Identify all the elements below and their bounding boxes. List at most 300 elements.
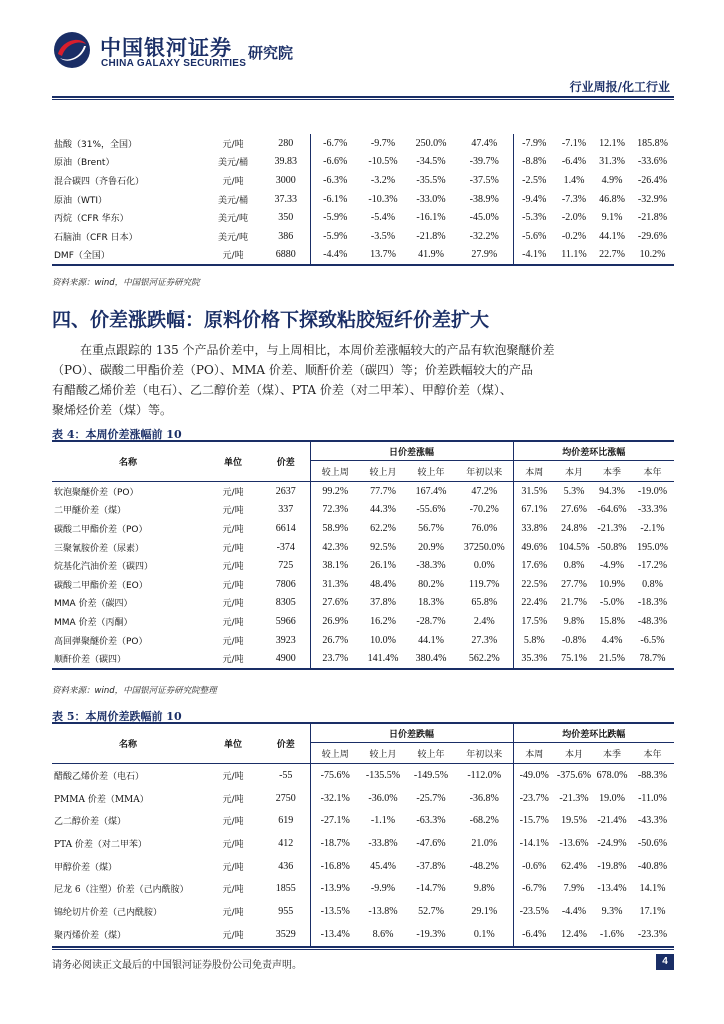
table-row	[52, 649, 674, 669]
subheader-avg: 本周	[513, 743, 555, 764]
subheader-daily: 较上月	[360, 743, 406, 764]
cell-name: 烷基化汽油价差（碳四）	[54, 562, 154, 573]
cell-a4: -29.6%	[637, 230, 668, 242]
cell-a3: 678.0%	[596, 769, 628, 781]
cell-price: 5966	[262, 612, 310, 631]
cell-a3: 9.3%	[601, 905, 623, 917]
cell-a3: 44.1%	[599, 230, 625, 242]
cell-price: 7806	[262, 575, 310, 594]
table-row	[52, 612, 674, 631]
cell-d4: -48.2%	[456, 855, 513, 878]
cell-d1: -18.7%	[320, 837, 350, 849]
table-row	[52, 246, 674, 266]
cell-a2: 12.4%	[561, 928, 587, 940]
cell-a4: -33.3%	[637, 504, 668, 516]
table5-title: 表 5：本周价差跌幅前 10	[52, 710, 182, 723]
cell-a1: -9.4%	[522, 193, 547, 205]
cell-d1: 23.7%	[322, 653, 349, 665]
cell-name: 甲醇价差（煤）	[54, 862, 118, 873]
cell-d2: -135.5%	[365, 769, 401, 781]
cell-unit: 元/吨	[222, 930, 244, 941]
cell-unit: 元/吨	[222, 617, 244, 628]
cell-d4: -37.5%	[456, 171, 513, 190]
subheader-daily: 较上年	[406, 743, 456, 764]
cell-price: 955	[262, 900, 310, 923]
cell-price: 436	[262, 855, 310, 878]
cell-d2: 44.3%	[370, 504, 396, 516]
cell-a4: -48.3%	[637, 615, 668, 627]
cell-d4: -68.2%	[456, 809, 513, 832]
cell-a2: 1.4%	[563, 174, 585, 186]
subheader-avg: 本年	[631, 461, 674, 482]
cell-a3: 19.0%	[599, 792, 625, 804]
subheader-avg: 本月	[555, 461, 593, 482]
cell-d4: 21.0%	[456, 832, 513, 855]
header-divider	[52, 96, 674, 98]
cell-d2: 62.2%	[370, 522, 396, 534]
cell-d1: 99.2%	[322, 485, 349, 497]
cell-a2: 104.5%	[558, 541, 590, 553]
cell-d4: 47.2%	[456, 482, 513, 501]
cell-d4: 562.2%	[456, 649, 513, 669]
footer-divider	[52, 949, 674, 950]
cell-d2: -9.7%	[370, 137, 396, 149]
cell-d2: 10.0%	[370, 634, 396, 646]
price-change-table-continued	[52, 134, 674, 266]
cell-unit: 元/吨	[222, 580, 244, 591]
cell-a2: -7.1%	[561, 137, 587, 149]
cell-unit: 美元/吨	[217, 232, 249, 243]
cell-d1: -5.9%	[323, 212, 348, 224]
group-daily-header: 日价差涨幅	[310, 441, 513, 461]
cell-a1: 35.3%	[521, 653, 548, 665]
cell-name: 醋酸乙烯价差（电石）	[54, 771, 145, 782]
cell-d3: -34.5%	[416, 156, 446, 168]
cell-a1: 49.6%	[521, 541, 548, 553]
cell-a1: 5.8%	[523, 634, 545, 646]
cell-a1: -23.7%	[519, 792, 549, 804]
cell-d4: 27.3%	[456, 631, 513, 650]
cell-price: 39.83	[262, 153, 310, 172]
cell-unit: 元/吨	[222, 839, 244, 850]
cell-a3: 22.7%	[599, 249, 625, 261]
institute-label: 研究院	[248, 44, 294, 62]
cell-a3: -19.8%	[597, 860, 627, 872]
cell-d3: 44.1%	[418, 634, 444, 646]
table-row	[52, 227, 674, 246]
cell-d3: -14.7%	[416, 883, 446, 895]
cell-d2: -33.8%	[368, 837, 398, 849]
cell-name: 高回弹聚醚价差（PO）	[54, 636, 148, 647]
cell-d1: -16.8%	[320, 860, 350, 872]
cell-d2: 92.5%	[370, 541, 396, 553]
cell-d2: -1.1%	[370, 815, 396, 827]
cell-unit: 元/吨	[222, 487, 244, 498]
cell-price: -55	[262, 764, 310, 787]
cell-unit: 美元/吨	[217, 214, 249, 225]
subheader-avg: 本周	[513, 461, 555, 482]
subheader-daily: 较上月	[360, 461, 406, 482]
subheader-daily: 较上周	[310, 743, 360, 764]
cell-d3: 250.0%	[415, 137, 447, 149]
cell-a3: 94.3%	[599, 485, 625, 497]
cell-d1: -6.3%	[323, 174, 348, 186]
subheader-daily: 较上周	[310, 461, 360, 482]
cell-a1: -14.1%	[519, 837, 549, 849]
cell-d2: -10.3%	[368, 193, 398, 205]
cell-a3: -24.9%	[597, 837, 627, 849]
cell-a2: -4.4%	[561, 905, 587, 917]
cell-a4: -11.0%	[638, 792, 667, 804]
spread-gainers-table	[52, 440, 674, 670]
cell-d3: -35.5%	[416, 174, 446, 186]
cell-d3: -63.3%	[416, 815, 446, 827]
table-row	[52, 556, 674, 575]
cell-d3: 20.9%	[418, 541, 444, 553]
paragraph-line: 有醋酸乙烯价差（电石）、乙二醇价差（煤）、PTA 价差（对二甲苯）、甲醇价差（煤）、	[52, 383, 512, 397]
table-row	[52, 787, 674, 810]
cell-a1: 33.8%	[521, 522, 548, 534]
cell-d1: -6.7%	[323, 137, 348, 149]
cell-d4: -39.7%	[456, 153, 513, 172]
cell-d3: 18.3%	[418, 597, 444, 609]
table-row	[52, 594, 674, 613]
cell-d2: 45.4%	[370, 860, 396, 872]
table-row	[52, 519, 674, 538]
cell-a1: -4.1%	[522, 249, 547, 261]
cell-d3: 80.2%	[418, 578, 444, 590]
paragraph-line: 聚烯烃价差（煤）等。	[52, 403, 173, 417]
cell-unit: 元/吨	[222, 636, 244, 647]
subheader-daily: 较上年	[406, 461, 456, 482]
cell-a2: 27.6%	[561, 504, 587, 516]
cell-a1: -5.6%	[522, 230, 547, 242]
cell-price: 3000	[262, 171, 310, 190]
cell-a4: -21.8%	[637, 212, 668, 224]
subheader-avg: 本月	[555, 743, 593, 764]
table-row	[52, 575, 674, 594]
section-paragraph	[52, 340, 674, 420]
col-name-header: 名称	[52, 441, 204, 482]
col-price-header: 价差	[262, 441, 310, 482]
cell-price: -374	[262, 538, 310, 557]
col-unit-header: 单位	[204, 441, 262, 482]
cell-unit: 元/吨	[222, 251, 244, 262]
cell-unit: 元/吨	[222, 543, 244, 554]
cell-price: 412	[262, 832, 310, 855]
cell-a2: 21.7%	[561, 597, 587, 609]
group-avg-header: 均价差环比涨幅	[513, 441, 674, 461]
cell-d2: 13.7%	[370, 249, 396, 261]
cell-a3: 4.9%	[601, 174, 623, 186]
cell-d4: 37250.0%	[456, 538, 513, 557]
cell-d2: 26.1%	[370, 560, 396, 572]
cell-name: 三聚氰胺价差（尿素）	[54, 543, 145, 554]
cell-a4: -23.3%	[637, 928, 668, 940]
cell-a2: -13.6%	[559, 837, 589, 849]
cell-a4: -19.0%	[637, 485, 668, 497]
cell-d4: -38.9%	[456, 190, 513, 209]
table-row	[52, 877, 674, 900]
cell-price: 280	[262, 134, 310, 153]
table-row	[52, 153, 674, 172]
cell-d3: -25.7%	[416, 792, 446, 804]
cell-a1: 17.6%	[521, 560, 548, 572]
cell-unit: 元/吨	[222, 562, 244, 573]
cell-a4: 17.1%	[639, 905, 666, 917]
cell-d2: -3.5%	[370, 230, 396, 242]
cell-d4: 47.4%	[456, 134, 513, 153]
cell-a4: 10.2%	[639, 249, 666, 261]
cell-name: 混合碳四（齐鲁石化）	[54, 176, 145, 187]
table4-title: 表 4：本周价差涨幅前 10	[52, 428, 182, 441]
disclaimer-text: 请务必阅读正文最后的中国银河证券股份公司免责声明。	[52, 960, 302, 971]
cell-a1: 22.5%	[521, 578, 548, 590]
cell-a1: 67.1%	[521, 504, 548, 516]
cell-d3: -19.3%	[416, 928, 446, 940]
cell-a3: -4.9%	[599, 560, 625, 572]
section-heading: 四、价差涨跌幅：原料价格下探致粘胶短纤价差扩大	[52, 309, 490, 331]
cell-a1: 17.5%	[521, 615, 548, 627]
cell-unit: 元/吨	[222, 655, 244, 666]
cell-a4: 14.1%	[639, 883, 666, 895]
cell-a4: -18.3%	[637, 597, 668, 609]
cell-unit: 元/吨	[222, 907, 244, 918]
cell-price: 386	[262, 227, 310, 246]
cell-a4: -33.6%	[637, 156, 668, 168]
cell-d2: 48.4%	[370, 578, 396, 590]
cell-d1: -75.6%	[320, 769, 350, 781]
cell-name: 二甲醚价差（煤）	[54, 506, 127, 517]
cell-d2: -13.8%	[368, 905, 398, 917]
cell-d1: 38.1%	[322, 560, 349, 572]
cell-d2: 37.8%	[370, 597, 396, 609]
cell-a2: -0.2%	[561, 230, 587, 242]
cell-a2: -7.3%	[561, 193, 587, 205]
cell-d3: 41.9%	[418, 249, 444, 261]
cell-d4: 119.7%	[456, 575, 513, 594]
cell-a3: -1.6%	[599, 928, 625, 940]
cell-d1: -6.1%	[323, 193, 348, 205]
cell-d4: -45.0%	[456, 208, 513, 227]
cell-a3: -50.8%	[597, 541, 627, 553]
cell-d1: 42.3%	[322, 541, 349, 553]
cell-name: PTA 价差（对二甲苯）	[54, 839, 147, 850]
cell-a1: -7.9%	[522, 137, 547, 149]
subheader-daily: 年初以来	[456, 743, 513, 764]
source-note-1: 资料来源：wind，中国银河证券研究院	[52, 278, 200, 288]
cell-d2: -10.5%	[368, 156, 398, 168]
cell-a2: 62.4%	[561, 860, 587, 872]
cell-unit: 元/吨	[222, 506, 244, 517]
cell-a4: -26.4%	[637, 174, 668, 186]
cell-name: 聚丙烯价差（煤）	[54, 930, 127, 941]
cell-d1: -13.5%	[320, 905, 350, 917]
cell-d1: 26.9%	[322, 615, 349, 627]
table-row	[52, 190, 674, 209]
table-row	[52, 631, 674, 650]
cell-a1: -2.5%	[522, 174, 547, 186]
table-row	[52, 538, 674, 557]
cell-price: 8305	[262, 594, 310, 613]
cell-name: 丙烷（CFR 华东）	[54, 214, 129, 225]
cell-a4: 0.8%	[642, 578, 663, 590]
cell-d2: 141.4%	[367, 653, 399, 665]
report-type: 行业周报/化工行业	[569, 80, 670, 94]
cell-d3: -21.8%	[416, 230, 446, 242]
cell-name: 乙二醇价差（煤）	[54, 817, 127, 828]
cell-d3: 380.4%	[415, 653, 447, 665]
cell-a3: 31.3%	[599, 156, 625, 168]
cell-price: 1855	[262, 877, 310, 900]
table-row	[52, 809, 674, 832]
cell-a3: -13.4%	[597, 883, 627, 895]
cell-d4: 76.0%	[456, 519, 513, 538]
cell-price: 37.33	[262, 190, 310, 209]
cell-d3: -149.5%	[413, 769, 449, 781]
cell-unit: 元/吨	[222, 176, 244, 187]
table-row	[52, 171, 674, 190]
cell-price: 2750	[262, 787, 310, 810]
cell-a1: -23.5%	[519, 905, 549, 917]
cell-d3: 52.7%	[418, 905, 444, 917]
cell-name: 顺酐价差（碳四）	[54, 655, 127, 666]
cell-a3: -21.4%	[597, 815, 627, 827]
cell-a2: -21.3%	[559, 792, 589, 804]
cell-a2: 11.1%	[561, 249, 587, 261]
cell-a4: -2.1%	[640, 522, 665, 534]
cell-a4: -17.2%	[637, 560, 668, 572]
cell-a2: -375.6%	[556, 769, 592, 781]
cell-price: 6880	[262, 246, 310, 266]
cell-a1: -6.7%	[522, 883, 547, 895]
cell-d2: 8.6%	[372, 928, 394, 940]
cell-d3: -37.8%	[416, 860, 446, 872]
cell-name: 碳酸二甲酯价差（PO）	[54, 524, 148, 535]
paragraph-line: 在重点跟踪的 135 个产品价差中，与上周相比，本周价差涨幅较大的产品有软泡聚醚价差	[80, 343, 555, 357]
cell-d4: -32.2%	[456, 227, 513, 246]
cell-a4: -88.3%	[637, 769, 668, 781]
cell-price: 2637	[262, 482, 310, 501]
cell-a2: 24.8%	[561, 522, 587, 534]
col-price-header: 价差	[262, 723, 310, 764]
cell-name: 盐酸（31%，全国）	[54, 139, 138, 150]
cell-name: 石脑油（CFR 日本）	[54, 232, 138, 243]
cell-price: 619	[262, 809, 310, 832]
cell-a1: -6.4%	[522, 928, 547, 940]
cell-a3: 12.1%	[599, 137, 625, 149]
cell-name: 原油（WTI）	[54, 195, 108, 206]
cell-a2: -2.0%	[561, 212, 587, 224]
cell-d2: -9.9%	[370, 883, 396, 895]
table-row	[52, 501, 674, 520]
cell-d1: 27.6%	[322, 597, 349, 609]
cell-d4: 65.8%	[456, 594, 513, 613]
cell-a4: -6.5%	[640, 634, 665, 646]
cell-d1: 31.3%	[322, 578, 349, 590]
cell-unit: 元/吨	[222, 139, 244, 150]
source-note-4: 资料来源：wind，中国银河证券研究院整理	[52, 686, 217, 696]
cell-d3: -55.6%	[416, 504, 446, 516]
cell-d1: -32.1%	[320, 792, 350, 804]
page-number: 4	[656, 954, 674, 970]
cell-a1: -0.6%	[522, 860, 547, 872]
cell-a2: 27.7%	[561, 578, 587, 590]
cell-d4: 9.8%	[456, 877, 513, 900]
cell-a4: -50.6%	[637, 837, 668, 849]
cell-name: PMMA 价差（MMA）	[54, 794, 149, 805]
cell-a3: 4.4%	[601, 634, 623, 646]
table-row	[52, 134, 674, 153]
cell-a2: 9.8%	[563, 615, 585, 627]
cell-d4: 2.4%	[456, 612, 513, 631]
cell-unit: 元/吨	[222, 862, 244, 873]
col-name-header: 名称	[52, 723, 204, 764]
cell-d1: -5.9%	[323, 230, 348, 242]
cell-d3: -38.3%	[416, 560, 446, 572]
subheader-avg: 本季	[593, 461, 631, 482]
cell-d1: -4.4%	[323, 249, 348, 261]
cell-a1: -15.7%	[519, 815, 549, 827]
cell-a4: -32.9%	[637, 193, 668, 205]
spread-losers-table	[52, 722, 674, 948]
cell-name: 尼龙 6（注塑）价差（己内酰胺）	[54, 885, 189, 896]
cell-price: 337	[262, 501, 310, 520]
cell-a4: 185.8%	[637, 137, 668, 149]
cell-unit: 元/吨	[222, 771, 244, 782]
cell-d2: 16.2%	[370, 615, 396, 627]
cell-d1: 26.7%	[322, 634, 349, 646]
cell-name: DMF（全国）	[54, 251, 110, 262]
table-row	[52, 482, 674, 501]
cell-d4: 27.9%	[456, 246, 513, 266]
cell-d3: 167.4%	[415, 485, 447, 497]
cell-d1: -6.6%	[323, 156, 348, 168]
header-divider-thin	[52, 99, 674, 100]
cell-unit: 元/吨	[222, 599, 244, 610]
cell-a3: 21.5%	[599, 653, 625, 665]
cell-d1: -27.1%	[320, 815, 350, 827]
cell-d3: 56.7%	[418, 522, 444, 534]
cell-unit: 元/吨	[222, 817, 244, 828]
cell-a1: -49.0%	[519, 769, 549, 781]
cell-d1: 72.3%	[322, 504, 349, 516]
subheader-daily: 年初以来	[456, 461, 513, 482]
table-row	[52, 832, 674, 855]
table-row	[52, 855, 674, 878]
table-row	[52, 923, 674, 947]
cell-d2: 77.7%	[370, 485, 396, 497]
cell-price: 350	[262, 208, 310, 227]
cell-unit: 元/吨	[222, 794, 244, 805]
paragraph-line: （PO）、碳酸二甲酯价差（PO）、MMA 价差、顺酐价差（碳四）等；价差跌幅较大的产品	[52, 363, 533, 377]
brand-name-cn: 中国银河证券	[100, 36, 232, 60]
cell-a4: 78.7%	[639, 653, 666, 665]
cell-d4: 29.1%	[456, 900, 513, 923]
cell-a1: 22.4%	[521, 597, 548, 609]
cell-d4: 0.0%	[456, 556, 513, 575]
cell-a4: -43.3%	[637, 815, 668, 827]
group-daily-header: 日价差跌幅	[310, 723, 513, 743]
cell-a3: -21.3%	[597, 522, 627, 534]
cell-d4: 0.1%	[456, 923, 513, 947]
galaxy-logo-icon	[52, 30, 92, 70]
cell-a1: -5.3%	[522, 212, 547, 224]
cell-a1: -8.8%	[522, 156, 547, 168]
table-row	[52, 900, 674, 923]
cell-price: 6614	[262, 519, 310, 538]
cell-d1: -13.9%	[320, 883, 350, 895]
